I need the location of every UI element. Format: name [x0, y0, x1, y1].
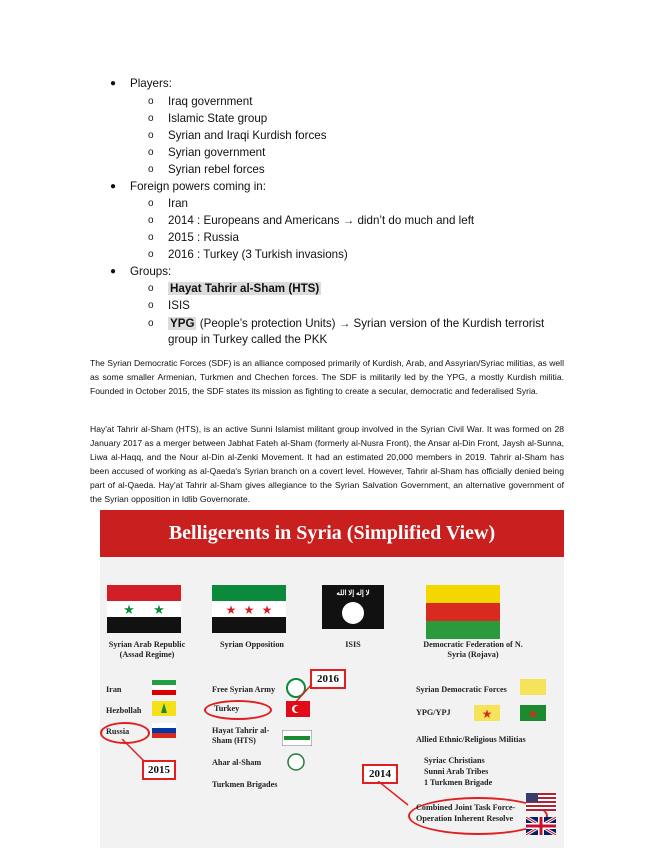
bullet-o-icon: o	[148, 283, 154, 294]
svg-text:★: ★	[123, 602, 135, 617]
isis-flag-text: لا إله إلا الله	[336, 589, 370, 597]
entry-syriac-christians: Syriac Christians	[424, 756, 485, 765]
russia-flag-icon	[152, 723, 176, 738]
caption-syrian-opposition: Syrian Opposition	[220, 640, 284, 649]
usa-flag-icon	[526, 793, 556, 811]
opposition-flag-icon	[212, 585, 286, 633]
entry-turkmen-brigades: Turkmen Brigades	[212, 780, 278, 789]
list-item-players	[110, 76, 172, 91]
list-item: o Islamic State group	[148, 112, 268, 125]
list-item: o 2016 : Turkey (3 Turkish invasions)	[148, 248, 348, 261]
caption-rojava: Democratic Federation of N. Syria (Rojava)	[423, 640, 523, 659]
entry-turkmen-brigade: 1 Turkmen Brigade	[424, 778, 493, 787]
year-badge-2016: 2016	[310, 669, 346, 689]
list-item-ypg: o YPG (People’s protection Units) → Syrian version of the Kurdish terrorist	[148, 317, 545, 330]
bullet-o-icon: o	[148, 232, 154, 243]
svg-text:★: ★	[243, 603, 255, 617]
bullet-o-icon: o	[148, 130, 154, 141]
entry-ypg-ypj: YPG/YPJ	[416, 708, 451, 717]
list-item-groups: ● Groups:	[110, 265, 172, 278]
bullet-icon: ●	[110, 78, 117, 89]
caption-isis: ISIS	[345, 640, 361, 649]
entry-allied-militias: Allied Ethnic/Religious Militias	[416, 735, 526, 744]
bullet-o-icon: o	[148, 318, 154, 329]
bullet-o-icon: o	[148, 215, 154, 226]
paragraph-sdf: The Syrian Democratic Forces (SDF) is an alliance composed primarily of Kurdish, Arab, and Assyrian/Syriac militias, as well as some smaller Armenian, Turkmen and Chechen forces. The SDF is militarily led by the YPG, a mostly Kurdish militia. Founded in October 2015, the SDF states its mission as fighting to create a secular, democratic and federalised Syria.	[90, 358, 564, 396]
entry-iran: Iran	[106, 685, 122, 694]
entry-free-syrian-army: Free Syrian Army	[212, 685, 276, 694]
entry-cjtf: Combined Joint Task Force-	[416, 803, 516, 812]
iran-flag-icon	[152, 680, 176, 695]
ahrar-emblem-icon	[286, 753, 306, 771]
list-item: o Iraq government	[148, 95, 253, 108]
paragraph-hts: Hay'at Tahrir al-Sham (HTS), is an active Sunni Islamist militant group involved in the Syrian Civil War. It was formed on 28 January 2017 as a merger between Jabhat Fateh al-Sham (formerly al-Nusra Front), the Ansar al-Din Front, Jaysh al-Sunna, Liwa al-Haqq, and the Nour al-Din al-Zenki Movement. It had an estimated 20,000 members in 2019. Tahrir al-Sham has been accused of working as al-Qaeda's Syrian branch on a covert level. However, Tahrir al-Sham has officially denied being part of al-Qaeda. Hay'at Tahrir al-Sham gives allegiance to the Syrian Salvation Government, an alternative government of the Syrian opposition in Idlib Governorate.	[90, 424, 564, 504]
entry-hezbollah: Hezbollah	[106, 706, 142, 715]
list-item-ypg-cont: group in Turkey called the PKK	[168, 333, 328, 346]
connector-line-2014	[376, 781, 410, 807]
hezbollah-flag-icon	[152, 701, 176, 716]
year-badge-2014: 2014	[362, 764, 398, 784]
hts-flag-icon	[282, 730, 312, 746]
list-item: o Syrian government	[148, 146, 266, 159]
entry-russia: Russia	[106, 727, 130, 736]
list-item: o Iran	[148, 197, 188, 210]
caption-syrian-arab-republic: Syrian Arab Republic (Assad Regime)	[108, 640, 186, 659]
list-item: o Syrian rebel forces	[148, 163, 265, 176]
list-item-isis: o ISIS	[148, 299, 190, 312]
infographic-title: Belligerents in Syria (Simplified View)	[100, 510, 564, 557]
bullet-o-icon: o	[148, 164, 154, 175]
svg-text:★: ★	[225, 603, 237, 617]
bullet-o-icon: o	[148, 96, 154, 107]
turkey-flag-icon	[286, 701, 310, 717]
svg-text:★: ★	[153, 602, 165, 617]
list-item: o 2015 : Russia	[148, 231, 239, 244]
rojava-flag-icon	[426, 585, 500, 639]
bullet-o-icon: o	[148, 249, 154, 260]
entry-operation-inherent-resolve: Operation Inherent Resolve	[416, 814, 514, 823]
entry-sunni-arab-tribes: Sunni Arab Tribes	[424, 767, 489, 776]
belligerents-infographic	[100, 510, 564, 848]
sdf-flag-icon	[520, 679, 546, 695]
entry-ahar-al-sham: Ahar al-Sham	[212, 758, 262, 767]
bullet-o-icon: o	[148, 147, 154, 158]
svg-text:★: ★	[481, 707, 493, 721]
players-label: Players:	[130, 77, 172, 90]
list-item: o Syrian and Iraqi Kurdish forces	[148, 129, 327, 142]
bullet-icon: ●	[110, 181, 117, 192]
bullet-o-icon: o	[148, 300, 154, 311]
list-item-hts: o Hayat Tahrir al-Sham (HTS)	[148, 282, 320, 295]
ypg-flag-icon	[520, 705, 546, 721]
entry-sdf: Syrian Democratic Forces	[416, 685, 507, 694]
bullet-o-icon: o	[148, 198, 154, 209]
bullet-o-icon: o	[148, 113, 154, 124]
ypj-flag-icon	[474, 705, 500, 721]
entry-turkey: Turkey	[214, 704, 240, 713]
syria-flag-icon	[107, 585, 181, 633]
entry-hts: Hayat Tahrir al-Sham (HTS)	[212, 726, 270, 745]
bullet-icon: ●	[110, 266, 117, 277]
svg-text:★: ★	[261, 603, 273, 617]
list-item: o 2014 : Europeans and Americans → didn’t do much and left	[148, 214, 475, 227]
list-item-foreign-powers: ● Foreign powers coming in:	[110, 180, 266, 193]
uk-flag-icon	[526, 817, 556, 835]
year-badge-2015: 2015	[142, 760, 176, 780]
svg-text:★: ★	[527, 707, 539, 721]
